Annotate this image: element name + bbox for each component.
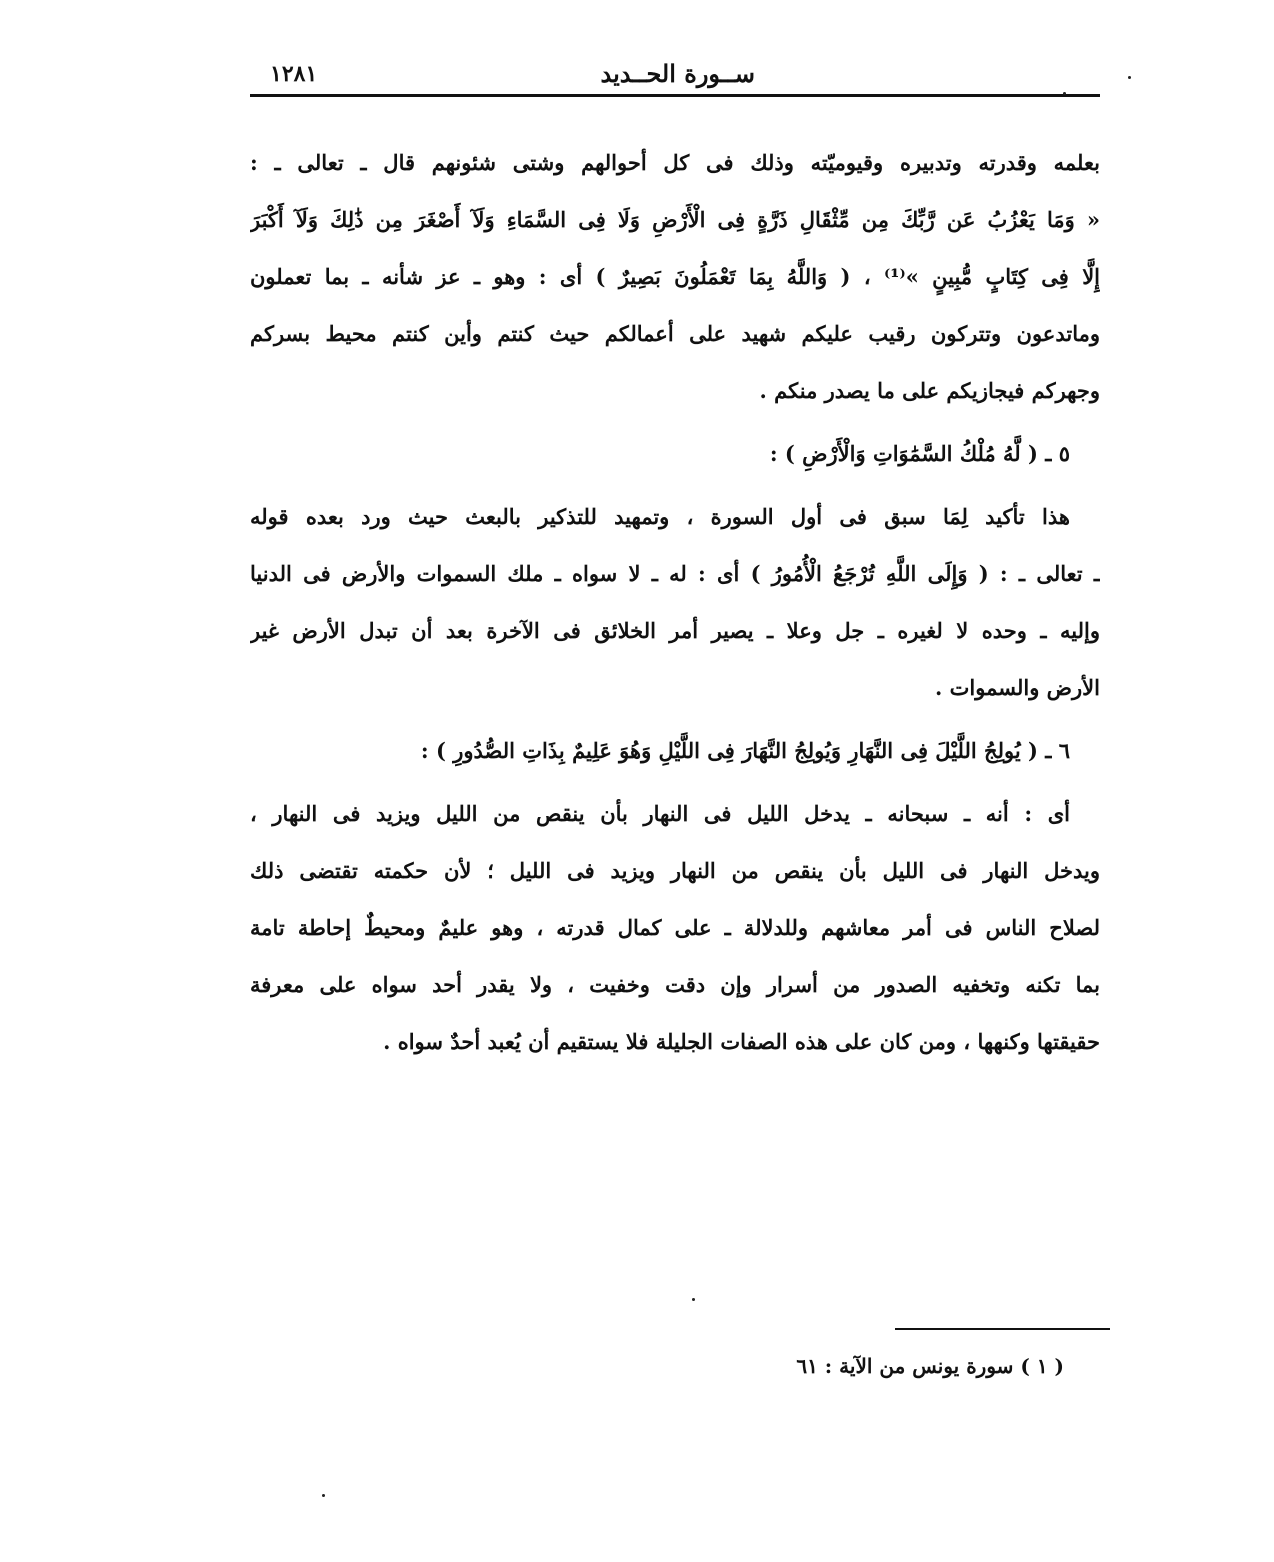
text-line: وجهركم فيجازيكم على ما يصدر منكم . <box>759 378 1100 403</box>
verse-heading-6: ٦ ـ ( يُولِجُ اللَّيْلَ فِى النَّهَارِ وَيُولِجُ النَّهَارَ فِى اللَّيْلِ وَهُوَ عَلِيمٌ بِذَاتِ الصُّدُورِ ) : <box>420 738 1070 763</box>
footnote-rule <box>895 1328 1110 1330</box>
text-line: وإليه ـ وحده لا لغيره ـ جل وعلا ـ يصير أمر الخلائق فى الآخرة بعد أن تبدل الأرض غير <box>250 618 1100 643</box>
page-number: ١٢٨١ <box>270 61 318 87</box>
scan-speck <box>1063 92 1066 95</box>
text-line: حقيقتها وكنهها ، ومن كان على هذه الصفات الجليلة فلا يستقيم أن يُعبد أحدٌ سواه . <box>383 1029 1100 1054</box>
page-header <box>250 55 1100 95</box>
main-text <box>250 134 1100 1070</box>
text-line: هذا تأكيد لِمَا سبق فى أول السورة ، وتمهيد للتذكير بالبعث حيث ورد بعده قوله <box>250 504 1070 529</box>
verse-line: « وَمَا يَعْزُبُ عَن رَّبِّكَ مِن مِّثْقَالِ ذَرَّةٍ فِى الْأَرْضِ وَلَا فِى السَّمَاءِ وَلَآ أَصْغَرَ مِن ذَٰلِكَ وَلَآ أَكْبَرَ <box>250 207 1100 232</box>
header-rule <box>250 94 1100 97</box>
scan-speck <box>1128 76 1131 79</box>
text-line: الأرض والسموات . <box>935 675 1100 700</box>
text-line: بما تكنه وتخفيه الصدور من أسرار وإن دقت وخفيت ، ولا يقدر أحد سواه على معرفة <box>250 972 1100 997</box>
footnote: ( ١ ) سورة يونس من الآية : ٦١ <box>796 1354 1064 1378</box>
text-line: ويدخل النهار فى الليل بأن ينقص من النهار ويزيد فى الليل ؛ لأن حكمته تقتضى ذلك <box>250 858 1100 883</box>
scan-speck <box>692 1298 695 1301</box>
text-line: إِلَّا فِى كِتَابٍ مُّبِينٍ »⁽¹⁾ ، ( وَاللَّهُ بِمَا تَعْمَلُونَ بَصِيرٌ ) أى : وهو ـ عز شأنه ـ بما تعملون <box>250 264 1100 289</box>
text-line: أى : أنه ـ سبحانه ـ يدخل الليل فى النهار بأن ينقص من الليل ويزيد فى النهار ، <box>250 801 1070 826</box>
text-line: بعلمه وقدرته وتدبيره وقيوميّته وذلك فى كل أحوالهم وشتى شئونهم قال ـ تعالى ـ : <box>250 150 1100 175</box>
text-line: وماتدعون وتتركون رقيب عليكم شهيد على أعمالكم حيث كنتم وأين كنتم محيط بسركم <box>250 321 1100 346</box>
scan-speck <box>322 1494 325 1497</box>
text-line: ـ تعالى ـ : ( وَإِلَى اللَّهِ تُرْجَعُ الْأُمُورُ ) أى : له ـ لا سواه ـ ملك السموات والأرض فى الدنيا <box>250 561 1100 586</box>
surah-title: ســورة الحــديد <box>600 59 755 88</box>
verse-heading-5: ٥ ـ ( لَّهُ مُلْكُ السَّمَٰوَاتِ وَالْأَرْضِ ) : <box>769 441 1070 466</box>
text-line: لصلاح الناس فى أمر معاشهم وللدلالة ـ على كمال قدرته ، وهو عليمٌ ومحيطٌ إحاطة تامة <box>250 915 1100 940</box>
